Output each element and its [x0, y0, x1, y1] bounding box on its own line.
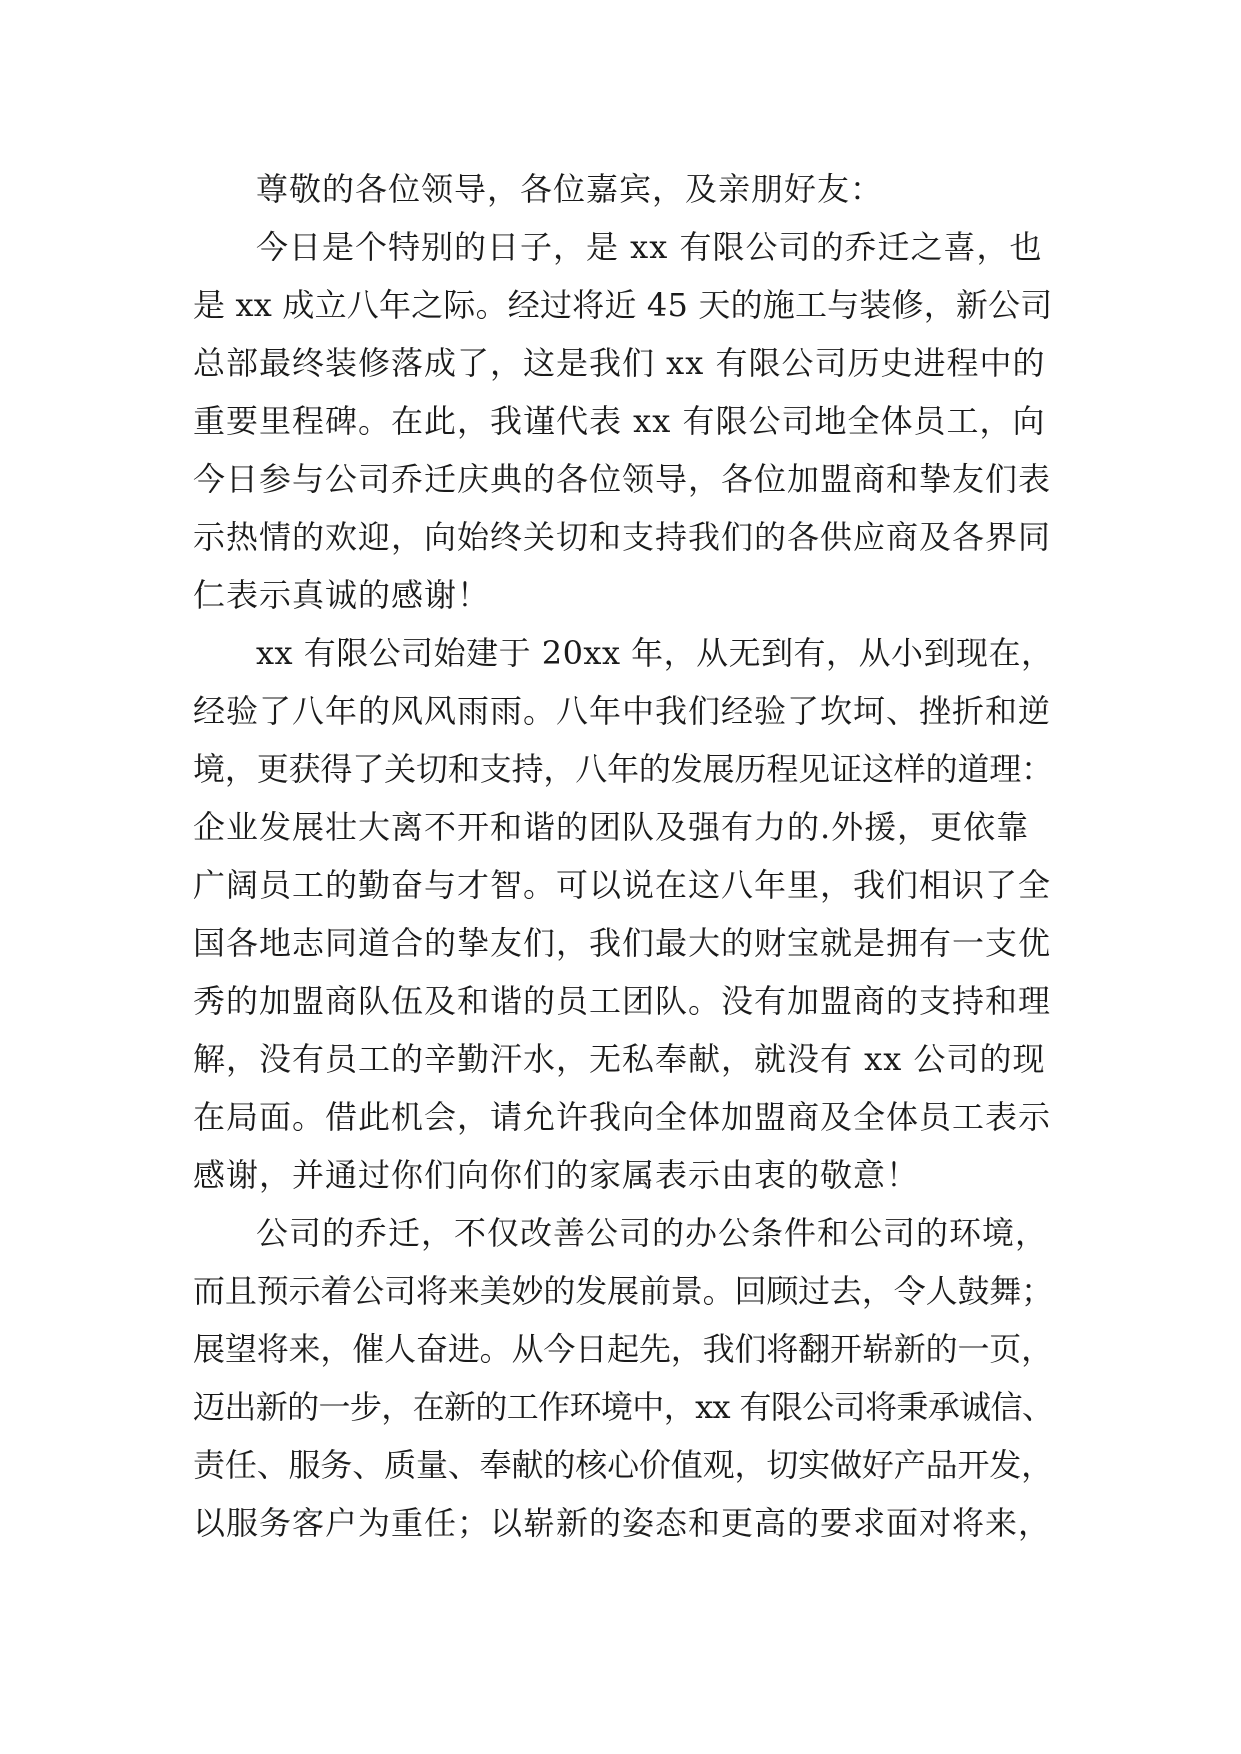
text-line: 示热情的欢迎，向始终关切和支持我们的各供应商及各界同	[193, 518, 1052, 556]
text-line: 广阔员工的勤奋与才智。可以说在这八年里，我们相识了全	[193, 866, 1052, 904]
text-line: 感谢，并通过你们向你们的家属表示由衷的敬意！	[193, 1156, 920, 1194]
text-line: 解，没有员工的辛勤汗水，无私奉献，就没有 xx 公司的现	[193, 1040, 1046, 1078]
text-line: 公司的乔迁，不仅改善公司的办公条件和公司的环境，	[256, 1214, 1049, 1252]
text-line: 迈出新的一步，在新的工作环境中，xx 有限公司将秉承诚信、	[193, 1388, 1054, 1426]
text-line: 是 xx 成立八年之际。经过将近 45 天的施工与装修，新公司	[193, 286, 1053, 324]
text-line: 尊敬的各位领导，各位嘉宾，及亲朋好友：	[256, 170, 884, 208]
text-line: 在局面。借此机会，请允许我向全体加盟商及全体员工表示	[193, 1098, 1052, 1136]
text-line: 国各地志同道合的挚友们，我们最大的财宝就是拥有一支优	[193, 924, 1052, 962]
text-line: 今日是个特别的日子，是 xx 有限公司的乔迁之喜，也	[256, 228, 1043, 266]
speech-body	[193, 160, 1053, 1552]
text-line: 企业发展壮大离不开和谐的团队及强有力的.外援，更依靠	[193, 808, 1030, 846]
text-line: 经验了八年的风风雨雨。八年中我们经验了坎坷、挫折和逆	[193, 692, 1052, 730]
text-line: xx 有限公司始建于 20xx 年，从无到有，从小到现在，	[256, 634, 1054, 672]
text-line: 重要里程碑。在此，我谨代表 xx 有限公司地全体员工，向	[193, 402, 1046, 440]
text-line: 展望将来，催人奋进。从今日起先，我们将翻开崭新的一页，	[193, 1330, 1054, 1368]
text-line: 仁表示真诚的感谢！	[193, 576, 491, 614]
text-line: 秀的加盟商队伍及和谐的员工团队。没有加盟商的支持和理	[193, 982, 1052, 1020]
text-line: 总部最终装修落成了，这是我们 xx 有限公司历史进程中的	[193, 344, 1046, 382]
text-line: 而且预示着公司将来美妙的发展前景。回顾过去，令人鼓舞；	[193, 1272, 1054, 1310]
text-line: 责任、服务、质量、奉献的核心价值观，切实做好产品开发，	[193, 1446, 1054, 1484]
text-line: 以服务客户为重任；以崭新的姿态和更高的要求面对将来，	[193, 1504, 1052, 1542]
text-line: 今日参与公司乔迁庆典的各位领导，各位加盟商和挚友们表	[193, 460, 1052, 498]
text-line: 境，更获得了关切和支持，八年的发展历程见证这样的道理：	[193, 750, 1054, 788]
